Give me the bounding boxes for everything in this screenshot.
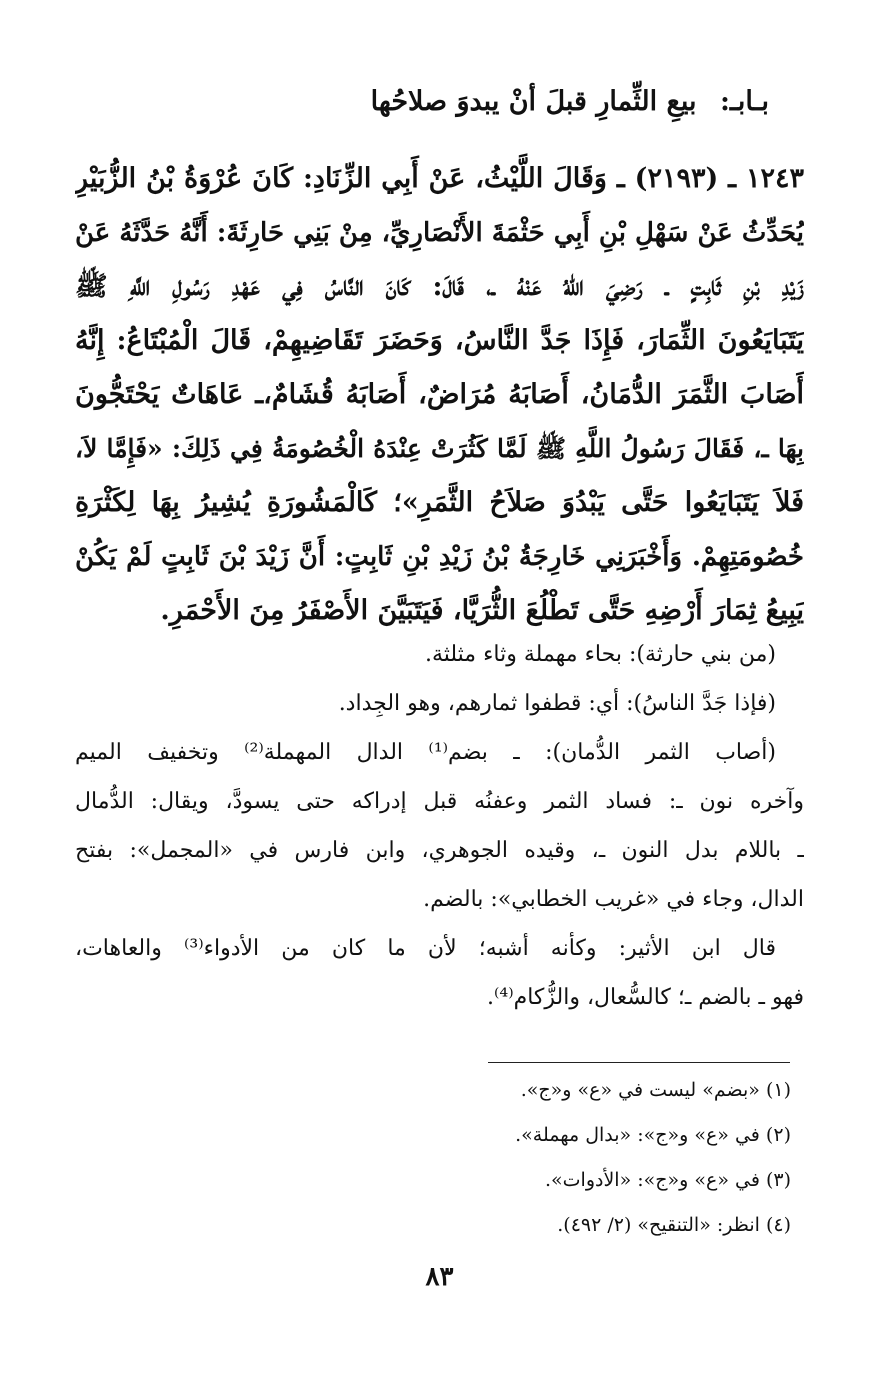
commentary-line: (أصاب الثمر الدُّمان): ـ بضم⁽¹⁾ الدال المهملة⁽²⁾ وتخفيف الميم — [75, 740, 776, 765]
commentary-line: فهو ـ بالضم ـ؛ كالسُّعال، والزُّكام⁽⁴⁾. — [486, 985, 804, 1010]
commentary-line: (من بني حارثة): بحاء مهملة وثاء مثلثة. — [424, 642, 776, 667]
commentary-line: الدال، وجاء في «غريب الخطابي»: بالضم. — [423, 887, 804, 912]
hadith-line: خُصُومَتِهِمْ. وَأَخْبَرَنِي خَارِجَةُ بْنُ زَيْدِ بْنِ ثَابِتٍ: أَنَّ زَيْدَ بْنَ ثَابِتٍ لَمْ يَكُنْ — [75, 542, 804, 572]
hadith-line: يَتَبَايَعُونَ الثِّمَارَ، فَإِذَا جَدَّ النَّاسُ، وَحَضَرَ تَقَاضِيهِمْ، قَالَ الْمُبْتَاعُ: إِنَّهُ — [75, 325, 804, 356]
footnote: (٢) في «ع» و«ج»: «بدال مهملة». — [515, 1124, 791, 1146]
chapter-title: بيعِ الثِّمارِ قبلَ أنْ يبدوَ صلاحُها — [370, 86, 697, 117]
footnote: (٣) في «ع» و«ج»: «الأدوات». — [544, 1169, 791, 1191]
chapter-heading — [371, 86, 769, 117]
page-number: ٨٣ — [425, 1262, 454, 1292]
hadith-line: زَيْدِ بْنِ ثَابِتٍ ـ رَضِيَ اللهُ عَنْهُ ـ، قَالَ: كَانَ النَّاسُ فِي عَهْدِ رَسُولِ اللَّهِ ﷺ — [75, 271, 804, 302]
hadith-line: يُحَدِّثُ عَنْ سَهْلِ بْنِ أَبِي حَثْمَةَ الأَنْصَارِيِّ، مِنْ بَنِي حَارِثَةَ: أَنَّهُ حَدَّثَهُ عَنْ — [75, 218, 804, 248]
footnote-separator — [488, 1062, 790, 1063]
hadith-line: بِهَا ـ، فَقَالَ رَسُولُ اللَّهِ ﷺ لَمَّا كَثُرَتْ عِنْدَهُ الْخُصُومَةُ فِي ذَلِكَ: «فَإِمَّا لاَ، — [75, 434, 804, 463]
hadith-line: فَلاَ يَتَبَايَعُوا حَتَّى يَبْدُوَ صَلاَحُ الثَّمَرِ»؛ كَالْمَشُورَةِ يُشِيرُ بِهَا لِكَثْرَةِ — [75, 487, 804, 518]
chapter-label: بـابـ: — [719, 86, 769, 117]
commentary-line: وآخره نون ـ: فساد الثمر وعفنُه قبل إدراكه حتى يسودَّ، ويقال: الدُّمال — [75, 789, 804, 814]
footnote: (١) «بضم» ليست في «ع» و«ج». — [520, 1079, 791, 1101]
hadith-line: أَصَابَ الثَّمَرَ الدُّمَانُ، أَصَابَهُ مُرَاضٌ، أَصَابَهُ قُشَامٌ،ـ عَاهَاتٌ يَحْتَجُّونَ — [75, 379, 804, 410]
commentary-line: (فإذا جَدَّ الناسُ): أي: قطفوا ثمارهم، وهو الجِداد. — [338, 691, 776, 716]
footnote: (٤) انظر: «التنقيح» (٢/ ٤٩٢). — [557, 1214, 791, 1236]
footnotes — [91, 1068, 791, 1248]
hadith-text — [75, 152, 804, 638]
hadith-line: ١٢٤٣ ـ (٢١٩٣) ـ وَقَالَ اللَّيْثُ، عَنْ أَبِي الزِّنَادِ: كَانَ عُرْوَةُ بْنُ الزُّبَيْرِ — [75, 163, 804, 194]
hadith-line: يَبِيعُ ثِمَارَ أَرْضِهِ حَتَّى تَطْلُعَ الثُّرَيَّا، فَيَتَبَيَّنَ الأَصْفَرُ مِنَ الأَحْمَرِ. — [160, 595, 804, 626]
commentary-line: ـ باللام بدل النون ـ، وقيده الجوهري، وابن فارس في «المجمل»: بفتح — [75, 838, 804, 863]
commentary-line: قال ابن الأثير: وكأنه أشبه؛ لأن ما كان من الأدواء⁽³⁾ والعاهات، — [75, 936, 776, 961]
commentary-text — [75, 630, 804, 1022]
